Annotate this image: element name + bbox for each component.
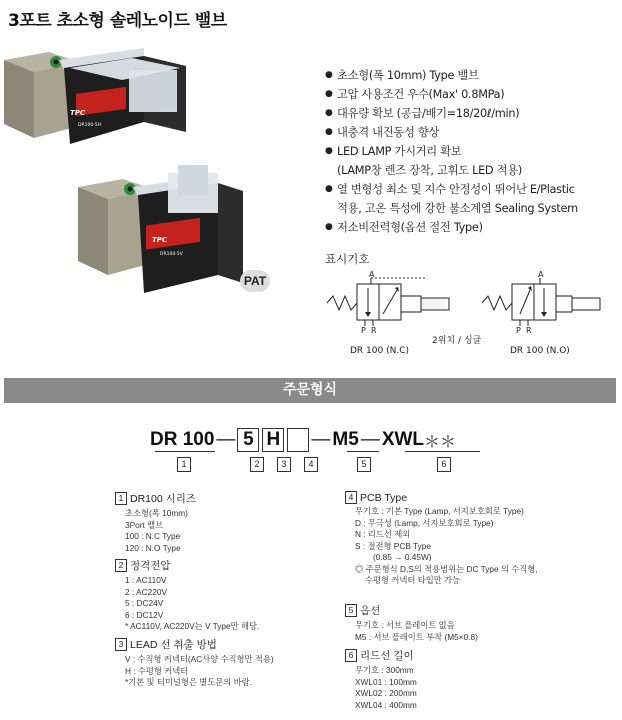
feature-item: ● 고압 사용조건 우수(Max' 0.8MPa) xyxy=(325,88,505,101)
feature-item: ● 저소비전력형(옵션 절전 Type) xyxy=(325,221,483,234)
section-pcb: 4 PCB Type 무기호 : 기본 Type (Lamp, 서지보호회로 Type) D : 무극성 (Lamp, 서지보호회로 Type) N : 리드선 제외 S : 절전형 PCB Type (0.85 → 0.45W) ◎ 주문형식 D,S의 적용범위는 DC Type 의 수직형, 수평형 커넥터 타입만 가능 xyxy=(345,491,538,587)
symbol-nc xyxy=(325,268,465,338)
section-option: 5 옵션 무기호 : 서브 플레이트 없음 M5 : 서브 플레이트 부착 (M5×0.8) xyxy=(345,603,478,643)
pat-badge: PAT xyxy=(240,270,270,292)
code-num-2: 2 xyxy=(250,457,264,472)
code-pcb-box xyxy=(287,428,309,452)
port-a-left: A xyxy=(369,270,375,279)
model-label-bottom: DR100-5V xyxy=(160,252,183,257)
feature-item: ● 대유량 확보 (공급/배기=18/20ℓ/min) xyxy=(325,107,520,120)
section-voltage: 2 정격전압 1 : AC110V 2 : AC220V 5 : DC24V 6 : DC12V * AC110V, AC220V는 V Type만 해당. xyxy=(115,558,259,633)
product-image-top xyxy=(4,40,194,150)
code-m5: M5 xyxy=(332,429,359,450)
feature-list xyxy=(325,66,620,237)
feature-item-cont: (LAMP창 렌즈 장착, 고휘도 LED 적용) xyxy=(337,164,522,177)
feature-item-cont: 적용, 고온 특성에 강한 불소계열 Sealing System xyxy=(337,202,578,215)
port-p-left: P xyxy=(361,326,366,335)
port-p-right: P xyxy=(516,326,521,335)
code-dash: — xyxy=(311,429,331,450)
feature-item: ● 열 변형성 최소 및 지수 안정성이 뛰어난 E/Plastic xyxy=(325,183,575,196)
symbol-label-no: DR 100 (N.O) xyxy=(510,346,570,356)
feature-item: ● 내충격 내진동성 향상 xyxy=(325,126,440,139)
product-image-bottom xyxy=(78,165,258,300)
code-xwl: XWL xyxy=(381,429,425,450)
model-label-top: DR100-5H xyxy=(78,123,102,128)
code-num-4: 4 xyxy=(304,457,318,472)
symbol-title: 표시기호 xyxy=(325,252,370,266)
order-code xyxy=(150,428,456,452)
code-dash: — xyxy=(360,429,380,450)
brand-label-bottom: TPC xyxy=(152,236,168,244)
feature-item: ● LED LAMP 가시거리 확보 xyxy=(325,145,462,158)
code-num-1: 1 xyxy=(177,457,191,472)
port-r-right: R xyxy=(526,326,532,335)
page-title: 3포트 초소형 솔레노이드 밸브 xyxy=(8,11,227,31)
section-lead-length: 6 리드선 길이 무기호 : 300mm XWL01 : 100mm XWL02 : 200mm XWL04 : 400mm xyxy=(345,648,417,711)
code-underline xyxy=(347,451,379,452)
section-series: 1 DR100 시리즈 초소형(폭 10mm) 3Port 밸브 100 : N.C Type 120 : N.O Type xyxy=(115,491,196,554)
order-format-banner: 주문형식 xyxy=(4,378,616,403)
code-num-6: 6 xyxy=(437,457,451,472)
code-voltage-box: 5 xyxy=(237,428,259,452)
symbol-no xyxy=(480,268,620,338)
code-underline xyxy=(405,451,480,452)
code-num-5: 5 xyxy=(357,457,371,472)
code-prefix: DR 100 xyxy=(150,429,215,450)
symbol-label-nc: DR 100 (N.C) xyxy=(350,346,409,356)
code-stars: ＊＊ xyxy=(424,433,457,451)
code-underline xyxy=(155,451,215,452)
feature-item: ● 초소형(폭 10mm) Type 밸브 xyxy=(325,69,479,82)
brand-label-top: TPC xyxy=(70,109,86,117)
symbol-middle-label: 2위치 / 싱글 xyxy=(432,336,482,346)
code-lead-box: H xyxy=(262,428,284,452)
port-a-right: A xyxy=(538,270,544,279)
code-dash: — xyxy=(216,429,236,450)
section-lead: 3 LEAD 선 취출 방법 V : 수직형 커넥터(AC사양 수직형만 적용) H : 수평형 커넥터 *기본 및 터미널형은 별도문의 바람. xyxy=(115,637,274,689)
code-num-3: 3 xyxy=(277,457,291,472)
port-r-left: R xyxy=(371,326,377,335)
